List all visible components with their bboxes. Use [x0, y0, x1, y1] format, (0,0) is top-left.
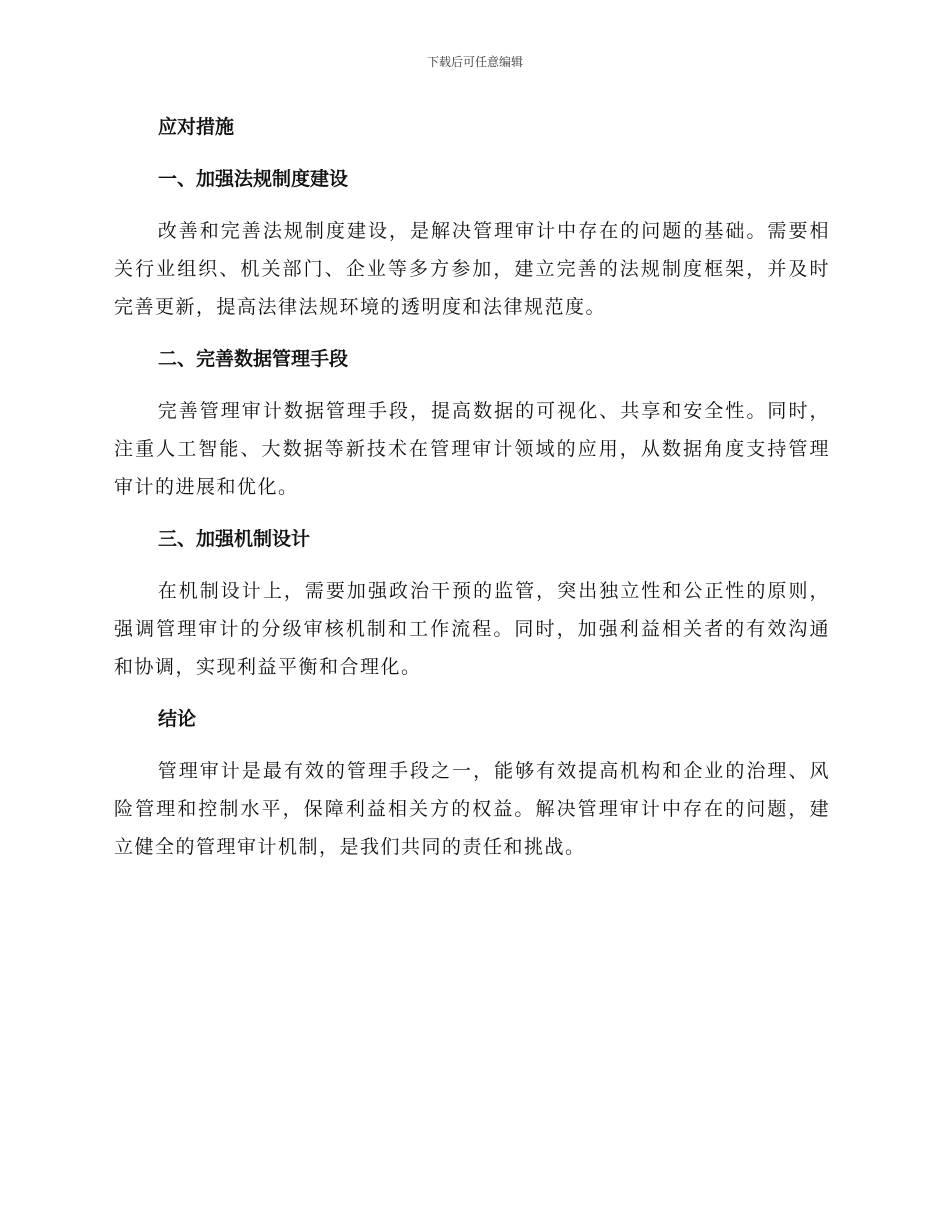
section-heading-conclusion: 结论: [158, 708, 197, 730]
section-heading-mechanism: 三、加强机制设计: [158, 528, 311, 550]
paragraph-data-management: 完善管理审计数据管理手段，提高数据的可视化、共享和安全性。同时，注重人工智能、大数据等新技术在管理审计领域的应用，从数据角度支持管理审计的进展和优化。: [114, 400, 830, 498]
paragraph-mechanism: 在机制设计上，需要加强政治干预的监管，突出独立性和公正性的原则，强调管理审计的分级审核机制和工作流程。同时，加强利益相关者的有效沟通和协调，实现利益平衡和合理化。: [114, 580, 830, 678]
section-heading-measures: 应对措施: [158, 116, 235, 138]
paragraph-conclusion: 管理审计是最有效的管理手段之一，能够有效提高机构和企业的治理、风险管理和控制水平，保障利益相关方的权益。解决管理审计中存在的问题，建立健全的管理审计机制，是我们共同的责任和挑战。: [114, 760, 830, 858]
page-header-note: 下载后可任意编辑: [426, 55, 523, 69]
section-heading-regulations: 一、加强法规制度建设: [158, 168, 349, 190]
section-heading-data-management: 二、完善数据管理手段: [158, 348, 349, 370]
paragraph-regulations: 改善和完善法规制度建设，是解决管理审计中存在的问题的基础。需要相关行业组织、机关部门、企业等多方参加，建立完善的法规制度框架，并及时完善更新，提高法律法规环境的透明度和法律规范度。: [114, 220, 830, 318]
document-body: [114, 108, 830, 866]
